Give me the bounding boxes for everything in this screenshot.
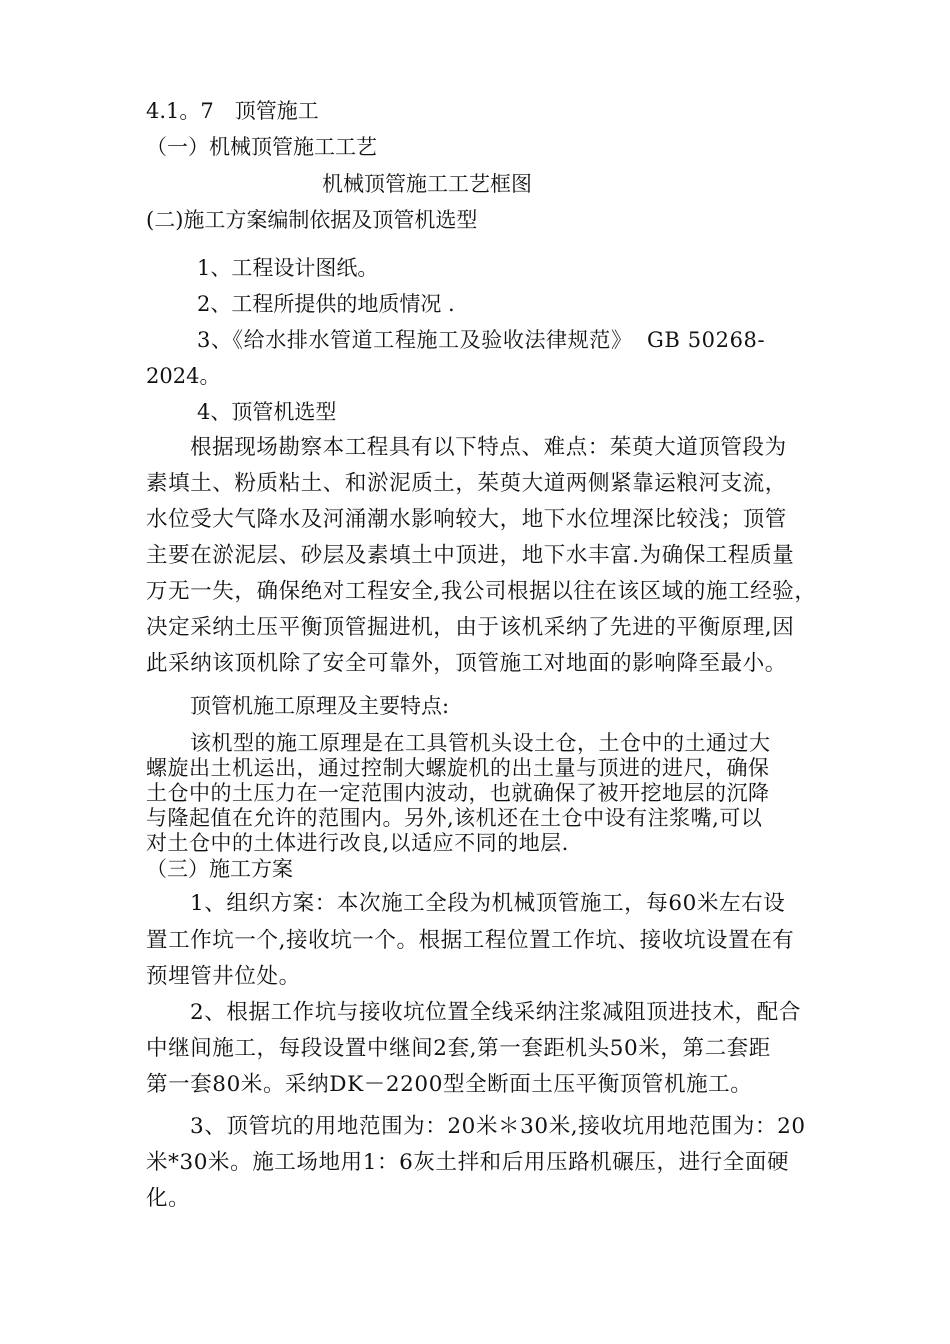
basis-item-3-line-1: 3、《给水排水管道工程施工及验收法律规范》 GB 50268- [197,328,766,352]
basis-item-4: 4、顶管机选型 [197,400,337,424]
paragraph-line: 化。 [146,1186,191,1211]
basis-item-1: 1、工程设计图纸。 [197,256,379,280]
paragraph-line: 决定采纳土压平衡顶管掘进机，由于该机采纳了先进的平衡原理,因 [146,615,795,640]
principle-heading: 顶管机施工原理及主要特点: [190,694,450,718]
section-heading: 4.1。7 顶管施工 [146,99,319,123]
paragraph-line: 主要在淤泥层、砂层及素填土中顶进，地下水丰富.为确保工程质量 [146,543,795,568]
paragraph-line: 螺旋出土机运出，通过控制大螺旋机的出土量与顶进的进尺，确保 [146,756,770,780]
figure-caption: 机械顶管施工工艺框图 [322,172,532,196]
paragraph-line: 水位受大气降水及河涌潮水影响较大，地下水位埋深比较浅；顶管 [146,507,787,532]
subsection-2-heading: (二)施工方案编制依据及顶管机选型 [146,208,478,232]
paragraph-line: 2、根据工作坑与接收坑位置全线采纳注浆减阻顶进技术，配合 [190,1000,801,1025]
paragraph-line: 3、顶管坑的用地范围为：20米＊30米,接收坑用地范围为：20 [190,1114,806,1139]
paragraph-line: 1、组织方案：本次施工全段为机械顶管施工，每60米左右设 [190,891,786,916]
paragraph-line: 第一套80米。采纳DK－2200型全断面土压平衡顶管机施工。 [146,1072,753,1097]
paragraph-line: 与隆起值在允许的范围内。另外,该机还在土仓中设有注浆嘴,可以 [146,806,763,830]
subsection-1-heading: （一）机械顶管施工工艺 [146,135,377,159]
basis-item-3-line-2: 2024。 [146,364,221,388]
paragraph-line: 此采纳该顶机除了安全可靠外，顶管施工对地面的影响降至最小。 [146,651,787,676]
subsection-3-heading: （三）施工方案 [146,857,293,881]
basis-item-2: 2、工程所提供的地质情况 . [197,292,455,316]
paragraph-line: 素填土、粉质粘土、和淤泥质土，茱萸大道两侧紧靠运粮河支流， [146,471,787,496]
paragraph-line: 置工作坑一个,接收坑一个。根据工程位置工作坑、接收坑设置在有 [146,928,795,953]
paragraph-line: 该机型的施工原理是在工具管机头设土仓，土仓中的土通过大 [190,731,771,755]
paragraph-line: 预埋管井位处。 [146,964,301,989]
paragraph-line: 中继间施工，每段设置中继间2套,第一套距机头50米，第二套距 [146,1036,771,1061]
paragraph-line: 根据现场勘察本工程具有以下特点、难点：茱萸大道顶管段为 [190,435,787,460]
paragraph-line: 万无一失，确保绝对工程安全,我公司根据以往在该区域的施工经验， [146,579,817,604]
paragraph-line: 土仓中的土压力在一定范围内波动，也就确保了被开挖地层的沉降 [146,781,770,805]
paragraph-line: 米*30米。施工场地用1：6灰土拌和后用压路机碾压，进行全面硬 [146,1150,790,1175]
paragraph-line: 对土仓中的土体进行改良,以适应不同的地层. [146,831,569,855]
